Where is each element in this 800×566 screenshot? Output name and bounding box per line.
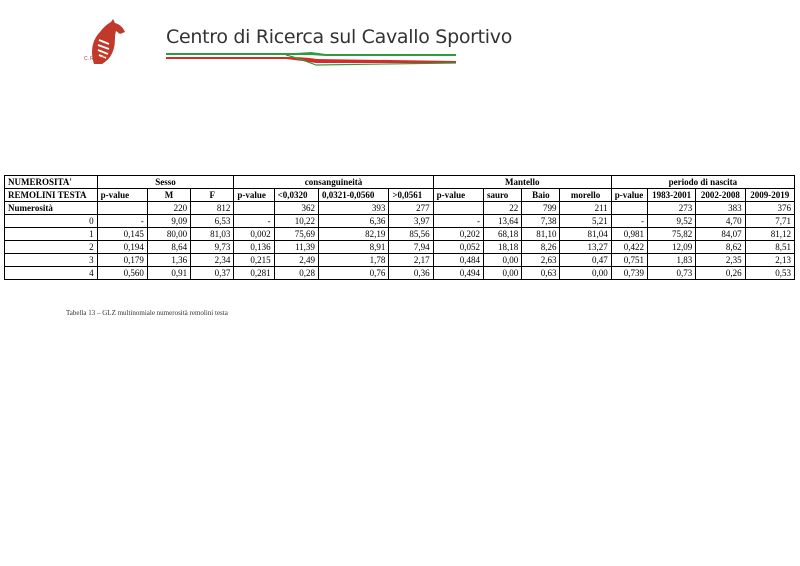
subheader-cell: 2009-2019 bbox=[745, 189, 794, 202]
table-cell: 1,78 bbox=[318, 254, 388, 267]
subheader-cell: Baio bbox=[522, 189, 560, 202]
table-cell: 0,484 bbox=[433, 254, 483, 267]
table-row bbox=[5, 215, 795, 228]
table-cell: - bbox=[433, 215, 483, 228]
table-cell: 9,52 bbox=[647, 215, 695, 228]
table-cell: 0,47 bbox=[560, 254, 611, 267]
table-row bbox=[5, 267, 795, 280]
subheader-cell: sauro bbox=[483, 189, 521, 202]
group-header-row bbox=[5, 176, 795, 189]
group-consanguineita: consanguineità bbox=[234, 176, 433, 189]
table-cell: 4,70 bbox=[696, 215, 745, 228]
row-label: 1 bbox=[5, 228, 98, 241]
count-label: Numerosità bbox=[5, 202, 98, 215]
logo-caption: C.R.C.S bbox=[84, 56, 106, 62]
table-cell: 2,35 bbox=[696, 254, 745, 267]
table-cell: 75,69 bbox=[274, 228, 318, 241]
table-cell: 2,13 bbox=[745, 254, 794, 267]
subheader-cell: p-value bbox=[97, 189, 147, 202]
table-cell: 5,21 bbox=[560, 215, 611, 228]
table-cell: 13,27 bbox=[560, 241, 611, 254]
table-cell: 8,91 bbox=[318, 241, 388, 254]
table-cell: 0,00 bbox=[483, 254, 521, 267]
count-cell: 277 bbox=[389, 202, 433, 215]
table-cell: 0,00 bbox=[483, 267, 521, 280]
table-cell: 2,17 bbox=[389, 254, 433, 267]
subheader-cell: p-value bbox=[234, 189, 274, 202]
table-cell: 80,00 bbox=[147, 228, 190, 241]
count-cell bbox=[97, 202, 147, 215]
table-cell: 0,145 bbox=[97, 228, 147, 241]
table-cell: 0,281 bbox=[234, 267, 274, 280]
table-cell: 81,12 bbox=[745, 228, 794, 241]
count-cell: 799 bbox=[522, 202, 560, 215]
count-cell bbox=[234, 202, 274, 215]
count-cell: 273 bbox=[647, 202, 695, 215]
row-label: 4 bbox=[5, 267, 98, 280]
subheader-cell: 0,0321-0,0560 bbox=[318, 189, 388, 202]
table-cell: 2,63 bbox=[522, 254, 560, 267]
table-cell: - bbox=[97, 215, 147, 228]
table-cell: 2,34 bbox=[191, 254, 234, 267]
table-cell: 0,052 bbox=[433, 241, 483, 254]
table-cell: 7,71 bbox=[745, 215, 794, 228]
table-cell: 81,04 bbox=[560, 228, 611, 241]
table-cell: 3,97 bbox=[389, 215, 433, 228]
table-cell: 7,38 bbox=[522, 215, 560, 228]
table-cell: 8,64 bbox=[147, 241, 190, 254]
page-title: Centro di Ricerca sul Cavallo Sportivo bbox=[166, 26, 513, 48]
table-cell: 0,194 bbox=[97, 241, 147, 254]
table-cell: 0,981 bbox=[611, 228, 647, 241]
tricolor-stripes bbox=[166, 49, 456, 67]
count-cell: 211 bbox=[560, 202, 611, 215]
table-cell: - bbox=[611, 215, 647, 228]
table-cell: 10,22 bbox=[274, 215, 318, 228]
count-cell: 383 bbox=[696, 202, 745, 215]
table-caption: Tabella 13 – GLZ multinomiale numerosità remolini testa bbox=[66, 309, 228, 317]
horse-logo-icon bbox=[80, 18, 130, 70]
table-cell: 0,63 bbox=[522, 267, 560, 280]
subheader-cell: <0,0320 bbox=[274, 189, 318, 202]
table-cell: 68,18 bbox=[483, 228, 521, 241]
table-cell: 6,53 bbox=[191, 215, 234, 228]
table-cell: 8,51 bbox=[745, 241, 794, 254]
table-cell: 13,64 bbox=[483, 215, 521, 228]
subheader-cell: F bbox=[191, 189, 234, 202]
table-cell: 12,09 bbox=[647, 241, 695, 254]
subheader-cell: morello bbox=[560, 189, 611, 202]
table-cell: 11,39 bbox=[274, 241, 318, 254]
table-cell: 0,00 bbox=[560, 267, 611, 280]
row-label: 3 bbox=[5, 254, 98, 267]
count-cell: 220 bbox=[147, 202, 190, 215]
table-cell: 6,36 bbox=[318, 215, 388, 228]
table-cell: 18,18 bbox=[483, 241, 521, 254]
table-cell: 0,36 bbox=[389, 267, 433, 280]
table-cell: 0,91 bbox=[147, 267, 190, 280]
table-cell: 81,03 bbox=[191, 228, 234, 241]
group-sesso: Sesso bbox=[97, 176, 234, 189]
table-row bbox=[5, 241, 795, 254]
table-cell: 1,83 bbox=[647, 254, 695, 267]
count-row bbox=[5, 202, 795, 215]
table-cell: 0,179 bbox=[97, 254, 147, 267]
count-cell: 22 bbox=[483, 202, 521, 215]
table-cell: 0,751 bbox=[611, 254, 647, 267]
table-cell: 8,62 bbox=[696, 241, 745, 254]
table-cell: 0,494 bbox=[433, 267, 483, 280]
subheader-cell: M bbox=[147, 189, 190, 202]
subheader-cell: >0,0561 bbox=[389, 189, 433, 202]
group-mantello: Mantello bbox=[433, 176, 611, 189]
table-row bbox=[5, 228, 795, 241]
remolini-table bbox=[4, 175, 795, 280]
table-cell: 81,10 bbox=[522, 228, 560, 241]
table-cell: 0,422 bbox=[611, 241, 647, 254]
subheader-row bbox=[5, 189, 795, 202]
count-cell: 812 bbox=[191, 202, 234, 215]
table-cell: 85,56 bbox=[389, 228, 433, 241]
table-cell: 0,37 bbox=[191, 267, 234, 280]
count-cell bbox=[433, 202, 483, 215]
group-periodo: periodo di nascita bbox=[611, 176, 794, 189]
subheader-cell: 2002-2008 bbox=[696, 189, 745, 202]
row-label: 0 bbox=[5, 215, 98, 228]
subheader-cell: 1983-2001 bbox=[647, 189, 695, 202]
table-body bbox=[5, 215, 795, 280]
table-cell: 2,49 bbox=[274, 254, 318, 267]
table-cell: 0,136 bbox=[234, 241, 274, 254]
count-cell bbox=[611, 202, 647, 215]
table-cell: 9,73 bbox=[191, 241, 234, 254]
subheader-cell: p-value bbox=[433, 189, 483, 202]
table-cell: 1,36 bbox=[147, 254, 190, 267]
subheader-cell: p-value bbox=[611, 189, 647, 202]
table-cell: 82,19 bbox=[318, 228, 388, 241]
table-cell: 0,560 bbox=[97, 267, 147, 280]
table-cell: 9,09 bbox=[147, 215, 190, 228]
row-label-head: REMOLINI TESTA bbox=[5, 189, 98, 202]
table-cell: 0,202 bbox=[433, 228, 483, 241]
count-cell: 376 bbox=[745, 202, 794, 215]
table-row bbox=[5, 254, 795, 267]
row-label: 2 bbox=[5, 241, 98, 254]
count-cell: 393 bbox=[318, 202, 388, 215]
table-cell: 0,28 bbox=[274, 267, 318, 280]
table-cell: 0,76 bbox=[318, 267, 388, 280]
table-cell: 75,82 bbox=[647, 228, 695, 241]
table-cell: 7,94 bbox=[389, 241, 433, 254]
table-cell: 0,002 bbox=[234, 228, 274, 241]
table-cell: 0,739 bbox=[611, 267, 647, 280]
table-cell: 0,53 bbox=[745, 267, 794, 280]
table-cell: 0,26 bbox=[696, 267, 745, 280]
table-cell: 0,215 bbox=[234, 254, 274, 267]
table-cell: 84,07 bbox=[696, 228, 745, 241]
table-cell: 0,73 bbox=[647, 267, 695, 280]
table-cell: 8,26 bbox=[522, 241, 560, 254]
corner-cell: NUMEROSITA' bbox=[5, 176, 98, 189]
count-cell: 362 bbox=[274, 202, 318, 215]
table-cell: - bbox=[234, 215, 274, 228]
